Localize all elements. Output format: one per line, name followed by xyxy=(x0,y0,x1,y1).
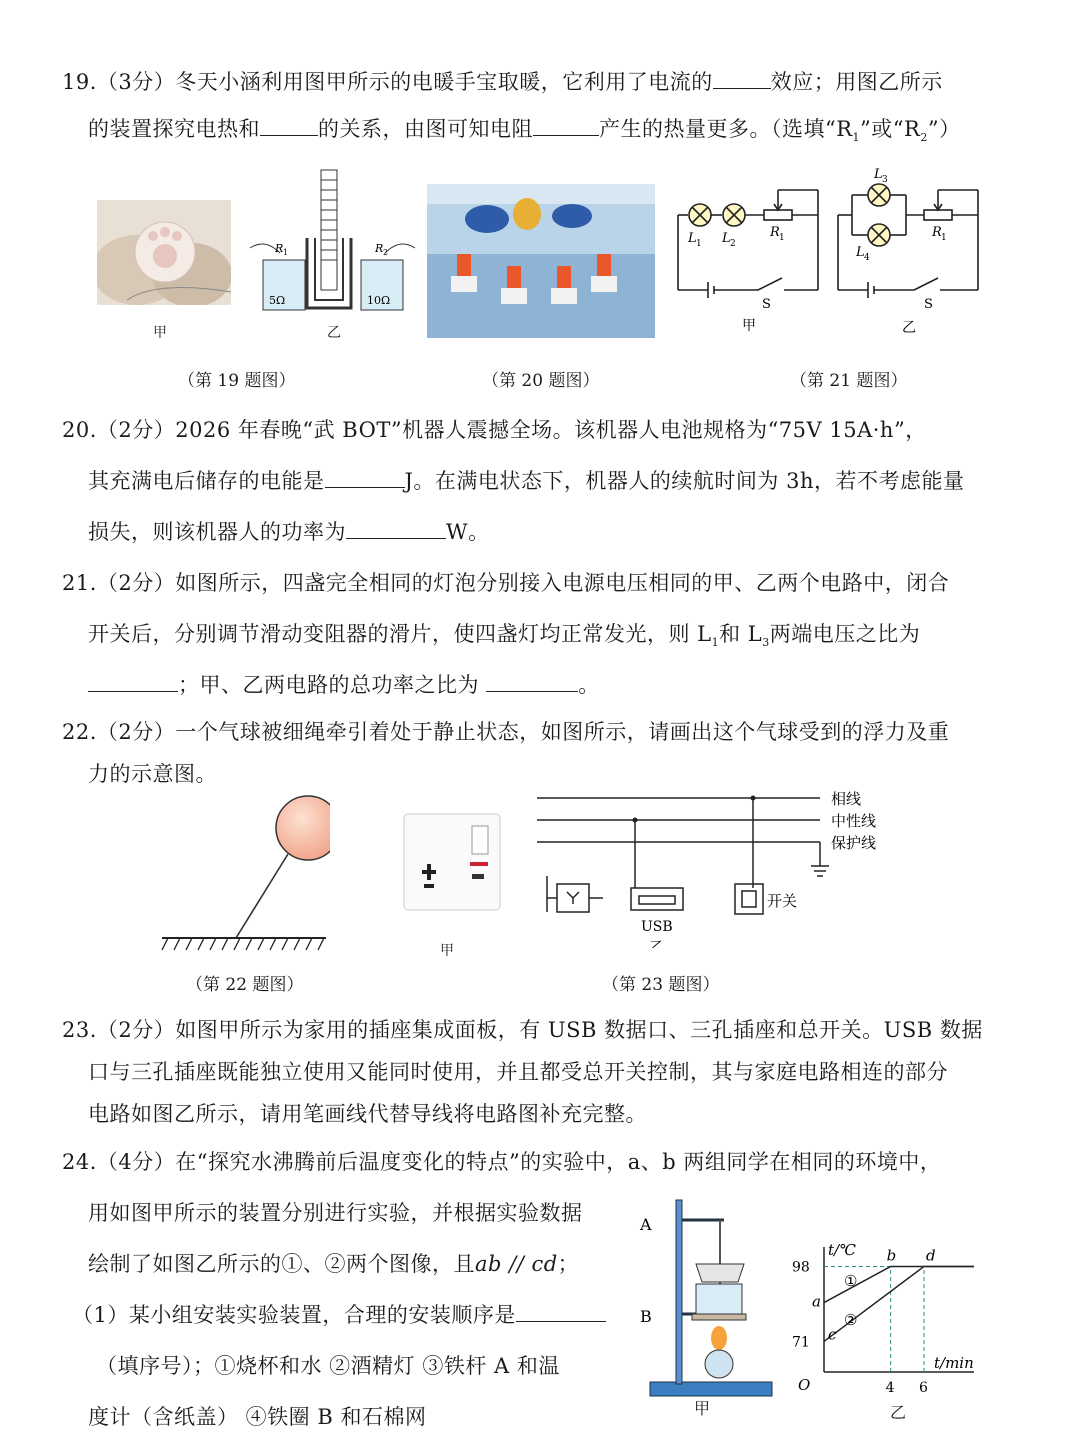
y-tick-label: 71 xyxy=(792,1334,810,1351)
svg-text:1: 1 xyxy=(779,233,785,243)
svg-text:乙: 乙 xyxy=(902,320,916,336)
q19-blank1[interactable] xyxy=(713,70,771,89)
svg-text:1: 1 xyxy=(283,248,289,257)
fig22-caption: （第 22 题图） xyxy=(186,975,304,995)
q21-line3: ；甲、乙两电路的总功率之比为 。 xyxy=(88,669,600,699)
svg-text:S: S xyxy=(924,297,933,312)
point-label-c: c xyxy=(828,1325,837,1344)
svg-text:2: 2 xyxy=(730,239,736,249)
temperature-chart xyxy=(786,1232,986,1414)
fig23-label-yi: 乙 xyxy=(649,938,665,948)
q23-line1: 23.（2分）如图甲所示为家用的插座集成面板，有 USB 数据口、三孔插座和总开关。USB 数据 xyxy=(62,1018,983,1042)
chart-svg xyxy=(786,1232,986,1410)
q24-line6: 度计（含纸盖） ④铁圈 B 和石棉网 xyxy=(88,1405,427,1429)
usb-label: USB xyxy=(641,919,673,935)
svg-text:1: 1 xyxy=(941,233,947,243)
q20-line3: 损失，则该机器人的功率为 W。 xyxy=(88,520,490,544)
fig19-label-jia: 甲 xyxy=(153,325,167,341)
fig23-caption: （第 23 题图） xyxy=(602,975,720,995)
circuit-diagrams xyxy=(670,160,990,344)
series-label-2: ② xyxy=(844,1310,858,1329)
x-tick-label: 6 xyxy=(919,1380,928,1396)
fig19-r1: R xyxy=(275,242,284,255)
fig19-r2: R xyxy=(375,242,384,255)
q21-blank1[interactable] xyxy=(88,673,178,692)
q19-line2: 的装置探究电热和 的关系，由图可知电阻 产生的热量更多。（选填“$R_1$”或“$R_2$”） xyxy=(88,117,961,145)
fig19-label-yi: 乙 xyxy=(327,325,341,341)
svg-text:1: 1 xyxy=(696,239,702,249)
label-A: A xyxy=(640,1215,652,1234)
q19-blank3[interactable] xyxy=(533,117,599,136)
q22-line2: 力的示意图。 xyxy=(88,762,217,786)
fig24-label-yi: 乙 xyxy=(890,1403,907,1422)
household-wiring xyxy=(535,788,895,952)
x-axis-label: t/min xyxy=(934,1354,974,1372)
q20-line2: 其充满电后储存的电能是 J。在满电状态下，机器人的续航时间为 3h，若不考虑能量 xyxy=(88,469,965,493)
svg-text:L: L xyxy=(856,245,865,260)
q24-line2: 用如图甲所示的装置分别进行实验，并根据实验数据 xyxy=(88,1201,583,1225)
q22-line1: 22.（2分）一个气球被细绳牵引着处于静止状态，如图所示，请画出这个气球受到的浮力及重 xyxy=(62,720,950,744)
point-label-b: b xyxy=(886,1246,897,1265)
balloon-diagram xyxy=(160,792,330,961)
x-tick-label: 4 xyxy=(885,1380,895,1396)
point-label-a: a xyxy=(812,1292,821,1311)
hand-warmer-photo xyxy=(97,200,231,305)
wire-live: 相线 xyxy=(831,790,862,808)
fig19-caption: （第 19 题图） xyxy=(178,371,296,391)
svg-text:L: L xyxy=(722,231,731,246)
svg-text:甲: 甲 xyxy=(742,318,756,334)
label-B: B xyxy=(640,1307,652,1326)
switch-label: 开关 xyxy=(767,892,798,910)
q20-blank1[interactable] xyxy=(325,469,405,488)
fig24-label-jia: 甲 xyxy=(694,1399,711,1418)
svg-text:R: R xyxy=(770,225,780,240)
svg-text:R: R xyxy=(932,225,942,240)
svg-text:3: 3 xyxy=(882,175,888,185)
u-tube-apparatus xyxy=(245,168,420,322)
q19-blank2[interactable] xyxy=(260,117,318,136)
q24-line1: 24.（4分）在“探究水沸腾前后温度变化的特点”的实验中，a、b 两组同学在相同的环境中， xyxy=(62,1150,942,1174)
boiling-apparatus xyxy=(638,1192,778,1421)
wire-neutral: 中性线 xyxy=(831,812,877,830)
socket-panel xyxy=(402,812,502,912)
y-tick-label: 98 xyxy=(792,1259,810,1276)
fig23-label-jia: 甲 xyxy=(440,943,454,959)
robot-photo xyxy=(427,184,655,338)
q19-line1: 19.（3分）冬天小涵利用图甲所示的电暖手宝取暖，它利用了电流的 效应；用图乙所示 xyxy=(62,70,943,94)
origin-label: O xyxy=(798,1376,811,1394)
series-label-1: ① xyxy=(844,1271,858,1290)
svg-text:4: 4 xyxy=(864,253,870,263)
fig20-caption: （第 20 题图） xyxy=(482,371,600,391)
wire-ground: 保护线 xyxy=(831,834,877,852)
q24-line5: （填序号）；①烧杯和水 ②酒精灯 ③铁杆 A 和温 xyxy=(96,1354,560,1378)
q24-line3: 绘制了如图乙所示的①、②两个图像，且ab // cd； xyxy=(88,1252,580,1276)
q23-line2: 口与三孔插座既能独立使用又能同时使用，并且都受总开关控制，其与家庭电路相连的部分 xyxy=(88,1060,948,1084)
q21-blank2[interactable] xyxy=(486,673,578,692)
svg-text:L: L xyxy=(874,167,883,182)
fig19-10ohm: 10Ω xyxy=(367,294,391,307)
q20-line1: 20.（2分）2026 年春晚“武 BOT”机器人震撼全场。该机器人电池规格为“75V 15A·h”， xyxy=(62,418,927,442)
y-axis-label: t/℃ xyxy=(828,1241,856,1259)
q21-line2: 开关后，分别调节滑动变阻器的滑片，使四盏灯均正常发光，则 $L_1$和 $L_3$两端电压之比为 xyxy=(88,622,921,650)
svg-text:2: 2 xyxy=(383,248,389,257)
q24-line4: （1）某小组安装实验装置，合理的安装顺序是 xyxy=(72,1299,606,1329)
svg-text:L: L xyxy=(688,231,697,246)
point-label-d: d xyxy=(926,1246,936,1265)
fig21-caption: （第 21 题图） xyxy=(790,371,908,391)
q21-line1: 21.（2分）如图所示，四盏完全相同的灯泡分别接入电源电压相同的甲、乙两个电路中，闭合 xyxy=(62,571,950,595)
fig19-5ohm: 5Ω xyxy=(269,294,286,307)
svg-text:S: S xyxy=(762,297,771,312)
q20-blank2[interactable] xyxy=(346,520,446,539)
q24-blank1[interactable] xyxy=(516,1303,606,1322)
q23-line3: 电路如图乙所示，请用笔画线代替导线将电路图补充完整。 xyxy=(88,1102,647,1126)
